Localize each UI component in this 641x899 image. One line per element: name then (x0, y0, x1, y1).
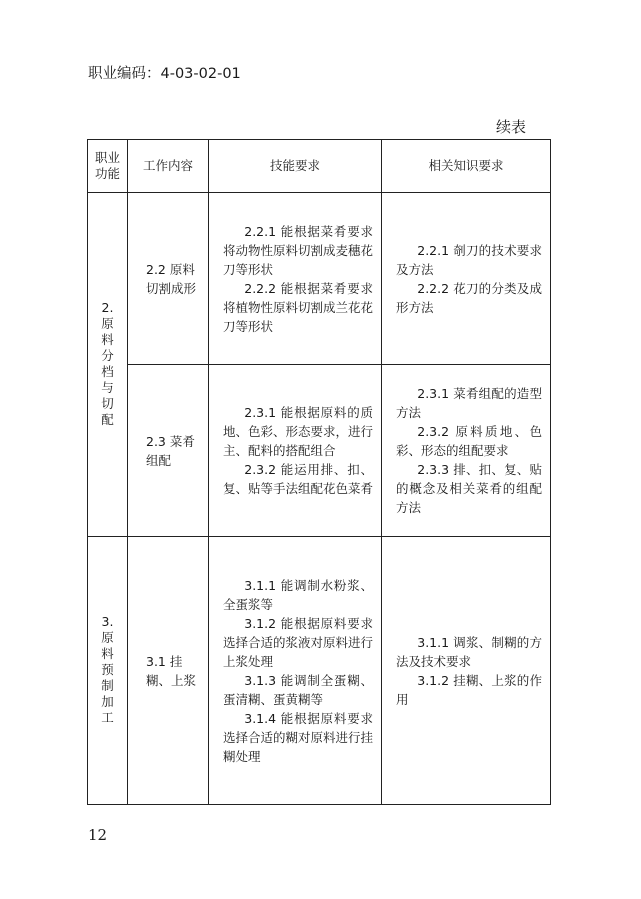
content-cell: 3.1 挂糊、上浆 (128, 537, 209, 805)
function-label: 2. 原料分档与切配 (101, 300, 114, 427)
knowledge-item: 2.3.1 菜肴组配的造型方法 (396, 386, 542, 420)
knowledge-item: 3.1.1 调浆、制糊的方法及技术要求 (396, 634, 542, 669)
header-knowledge: 相关知识要求 (382, 140, 551, 193)
header-skill: 技能要求 (209, 140, 382, 193)
knowledge-item: 2.2.1 剞刀的技术要求及方法 (396, 242, 542, 277)
skill-item: 3.1.1 能调制水粉浆、全蛋浆等 (223, 577, 373, 612)
skills-table (87, 139, 551, 805)
table-header-row (88, 140, 551, 193)
function-cell (88, 193, 128, 537)
skill-item: 3.1.2 能根据原料要求选择合适的浆液对原料进行上浆处理 (223, 615, 374, 669)
table-row (88, 193, 551, 365)
skill-cell (209, 193, 382, 365)
knowledge-cell (382, 193, 551, 365)
content-cell: 2.2 原料切割成形 (128, 193, 209, 365)
skill-item: 2.2.2 能根据菜肴要求将植物性原料切割成兰花花刀等形状 (223, 280, 374, 334)
skill-item: 3.1.4 能根据原料要求选择合适的糊对原料进行挂糊处理 (223, 710, 374, 764)
knowledge-item: 2.3.2 原料质地、色彩、形态的组配要求 (396, 424, 542, 458)
knowledge-item: 2.2.2 花刀的分类及成形方法 (396, 280, 542, 315)
skill-item: 3.1.3 能调制全蛋糊、蛋清糊、蛋黄糊等 (223, 672, 373, 707)
skill-item: 2.3.1 能根据原料的质地、色彩、形态要求，进行主、配料的搭配组合 (223, 405, 374, 458)
skill-cell (209, 365, 382, 537)
content-cell: 2.3 菜肴组配 (128, 365, 209, 537)
skill-item: 2.3.2 能运用排、扣、复、贴等手法组配花色菜肴 (223, 462, 374, 496)
continued-label: 续表 (496, 118, 527, 136)
header-function: 职业功能 (88, 140, 128, 193)
occupation-code: 职业编码：4-03-02-01 (88, 66, 241, 82)
table-row (88, 537, 551, 805)
page-number: 12 (88, 826, 108, 844)
table-row (88, 365, 551, 537)
skill-item: 2.2.1 能根据菜肴要求将动物性原料切割成麦穗花刀等形状 (223, 223, 374, 277)
knowledge-item: 2.3.3 排、扣、复、贴的概念及相关菜肴的组配方法 (396, 462, 542, 515)
knowledge-cell (382, 537, 551, 805)
header-content: 工作内容 (128, 140, 209, 193)
skill-cell (209, 537, 382, 805)
function-cell (88, 537, 128, 805)
function-label: 3. 原料预制加工 (101, 614, 114, 725)
knowledge-cell (382, 365, 551, 537)
knowledge-item: 3.1.2 挂糊、上浆的作用 (396, 672, 542, 707)
